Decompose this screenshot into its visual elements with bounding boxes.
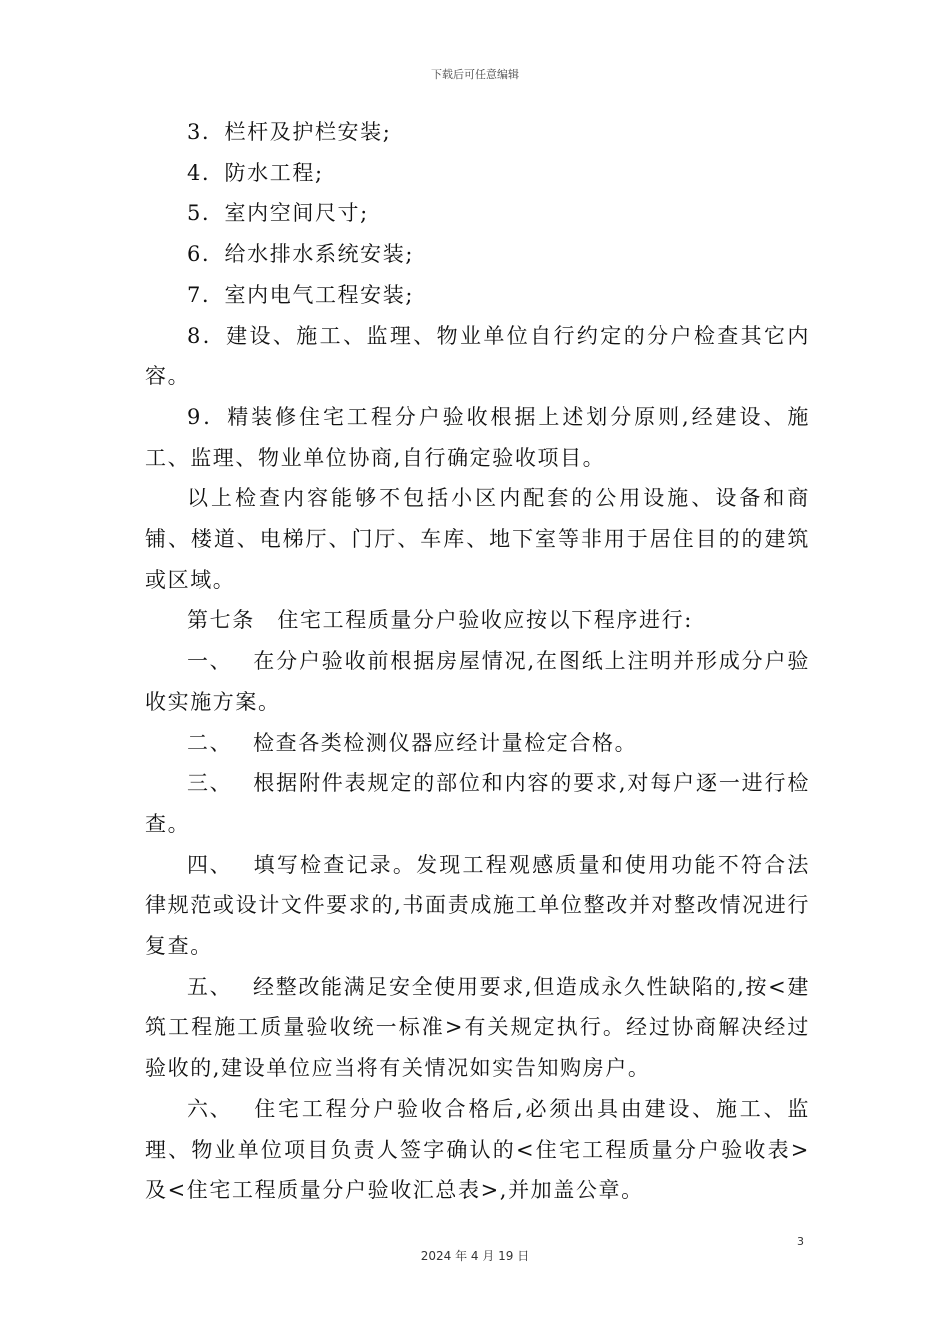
procedure-step [145,763,810,844]
step-text: 住宅工程分户验收合格后,必须出具由建设、施工、监理、物业单位项目负责人签字确认的<住宅工程质量分户验收表>及<住宅工程质量分户验收汇总表>,并加盖公章。 [145,1096,810,1203]
paragraph: 以上检查内容能够不包括小区内配套的公用设施、设备和商铺、楼道、电梯厅、门厅、车库、地下室等非用于居住目的的建筑或区域。 [145,486,810,592]
page-number: 3 [797,1235,804,1248]
article-heading: 第七条 住宅工程质量分户验收应按以下程序进行: [187,608,693,633]
step-label: 四、 [187,852,233,877]
procedure-step [145,723,810,764]
step-text: 填写检查记录。发现工程观感质量和使用功能不符合法律规范或设计文件要求的,书面责成施工单位整改并对整改情况进行复查。 [145,852,810,959]
step-text: 检查各类检测仪器应经计量检定合格。 [253,730,638,755]
step-label: 一、 [187,649,233,674]
step-text: 根据附件表规定的部位和内容的要求,对每户逐一进行检查。 [145,771,810,836]
procedure-step [145,967,810,1089]
paragraph: 9．精装修住宅工程分户验收根据上述划分原则,经建设、施工、监理、物业单位协商,自行确定验收项目。 [145,404,810,470]
procedure-step [145,1089,810,1211]
list-item: 7．室内电气工程安装; [187,282,415,307]
step-text: 在分户验收前根据房屋情况,在图纸上注明并形成分户验收实施方案。 [145,649,810,714]
step-label: 二、 [187,730,233,755]
page-header: 下载后可任意编辑 [431,68,519,81]
step-label: 五、 [187,974,233,999]
list-item: 6．给水排水系统安装; [187,242,415,267]
step-text: 经整改能满足安全使用要求,但造成永久性缺陷的,按<建筑工程施工质量验收统一标准>有关规定执行。经过协商解决经过验收的,建设单位应当将有关情况如实告知购房户。 [145,974,810,1081]
document-body [145,112,810,1211]
list-item: 3．栏杆及护栏安装; [187,120,392,144]
procedure-step [145,845,810,967]
step-label: 三、 [187,771,233,796]
list-item: 8．建设、施工、监理、物业单位自行约定的分户检查其它内容。 [145,323,810,389]
list-item: 5．室内空间尺寸; [187,201,369,226]
procedure-step [145,641,810,722]
list-item: 4．防水工程; [187,160,324,185]
step-label: 六、 [187,1096,233,1121]
footer-date: 2024 年 4 月 19 日 [420,1249,530,1263]
